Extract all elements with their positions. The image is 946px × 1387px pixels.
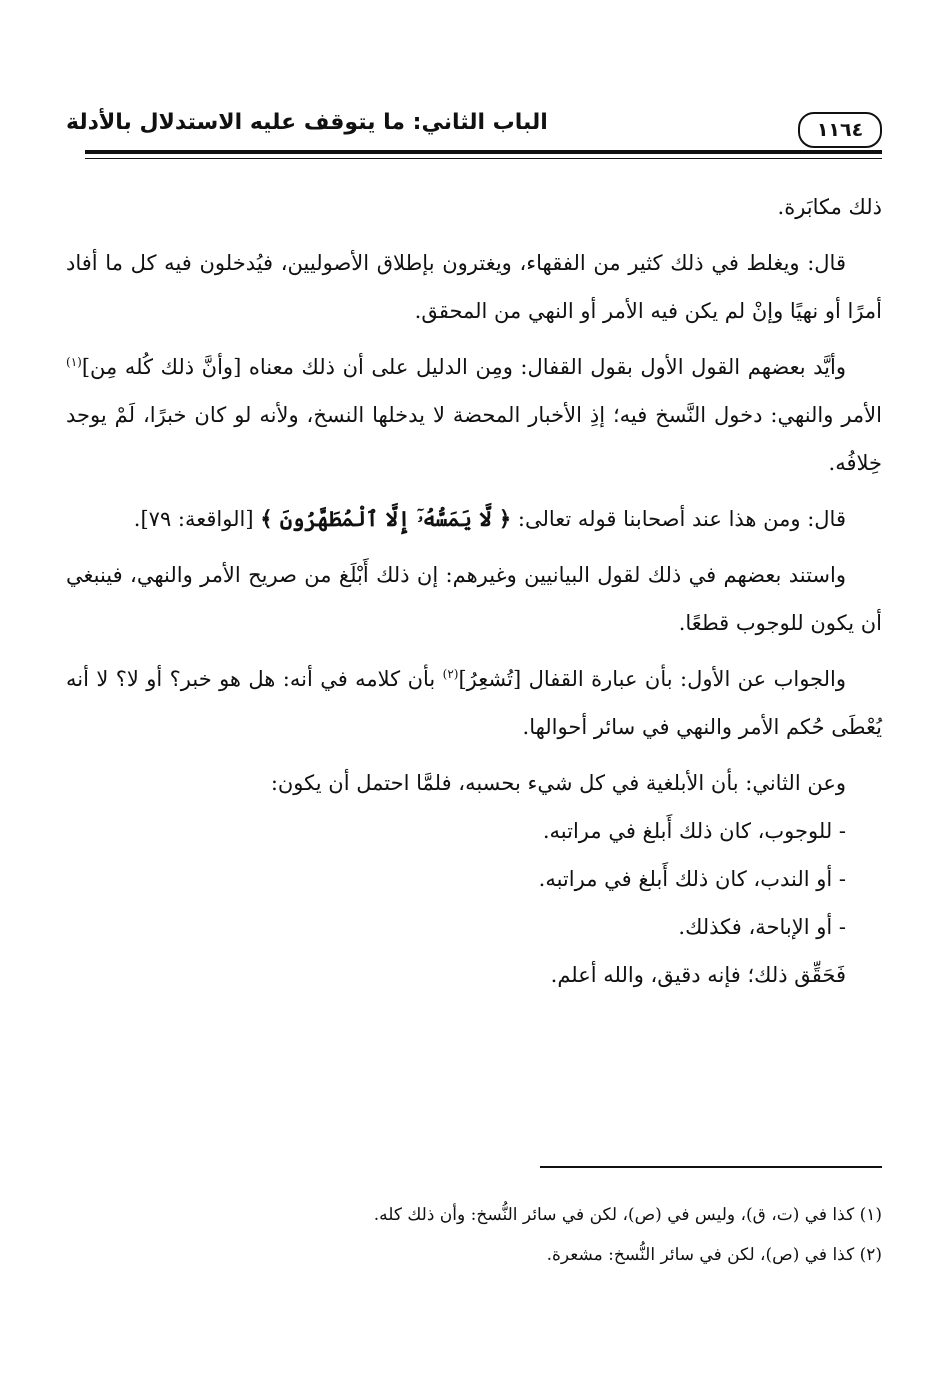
bullet-item-2: - أو الندب، كان ذلك أَبلغ في مراتبه.	[538, 867, 846, 891]
header-rule-thin	[85, 158, 882, 159]
page-number-badge	[798, 112, 882, 148]
footnote-2: (٢) كذا في (ص)، لكن في سائر النُّسخ: مشعرة.	[546, 1245, 882, 1265]
footnote-separator	[540, 1166, 882, 1168]
paragraph-0: ذلك مكابَرة.	[777, 195, 882, 219]
bullet-item-3: - أو الإباحة، فكذلك.	[678, 915, 846, 939]
quran-verse: ﴿ لَّا يَمَسُّهُۥٓ إِلَّا ٱلْمُطَهَّرُونَ ﴾	[260, 506, 512, 531]
header-rule-thick	[85, 150, 882, 154]
footnote-1: (١) كذا في (ت، ق)، وليس في (ص)، لكن في سائر النُّسخ: وأن ذلك كله.	[373, 1205, 882, 1225]
paragraph-3-text-b: [الواقعة: ٧٩].	[133, 507, 261, 531]
footnotes	[66, 1195, 882, 1275]
paragraph-1: قال: ويغلط في ذلك كثير من الفقهاء، ويغترون بإطلاق الأصوليين، فيُدخلون فيه كل ما أفاد أمرًا أو نهيًا وإنْ لم يكن فيه الأمر أو النهي من المحقق.	[66, 251, 882, 323]
paragraph-7: فَحَقِّق ذلك؛ فإنه دقيق، والله أعلم.	[550, 963, 846, 987]
footnote-ref-2: (٢)	[442, 667, 459, 681]
paragraph-3	[66, 495, 882, 543]
paragraph-2	[66, 343, 882, 487]
bullet-item-1: - للوجوب، كان ذلك أَبلغ في مراتبه.	[542, 819, 846, 843]
page-header	[66, 100, 882, 150]
paragraph-5-text-b: بأن كلامه في أنه: هل هو خبر؟ أو لا؟ لا أنه يُعْطَى حُكم الأمر والنهي في سائر أحوالها.	[66, 667, 882, 739]
body-text	[66, 183, 882, 999]
paragraph-6: وعن الثاني: بأن الأبلغية في كل شيء بحسبه، فلمَّا احتمل أن يكون:	[270, 771, 846, 795]
paragraph-4: واستند بعضهم في ذلك لقول البيانيين وغيرهم: إن ذلك أَبْلَغ من صريح الأمر والنهي، فينبغي أن يكون للوجوب قطعًا.	[66, 563, 882, 635]
paragraph-5	[66, 655, 882, 751]
paragraph-2-text-b: الأمر والنهي: دخول النَّسخ فيه؛ إذِ الأخبار المحضة لا يدخلها النسخ، ولأنه لو كان خبرًا، لَمْ يوجد خِلافُه.	[66, 403, 882, 475]
paragraph-2-text-a: وأيَّد بعضهم القول الأول بقول القفال: ومِن الدليل على أن ذلك معناه [وأنَّ ذلك كُله مِن]	[81, 355, 846, 379]
footnote-ref-1: (١)	[66, 355, 82, 369]
page-number: ١١٦٤	[816, 119, 864, 141]
paragraph-3-text-a: قال: ومن هذا عند أصحابنا قوله تعالى:	[511, 507, 846, 531]
running-title: الباب الثاني: ما يتوقف عليه الاستدلال بالأدلة	[66, 110, 548, 135]
paragraph-5-text-a: والجواب عن الأول: بأن عبارة القفال [تُشعِرُ]	[458, 667, 846, 691]
